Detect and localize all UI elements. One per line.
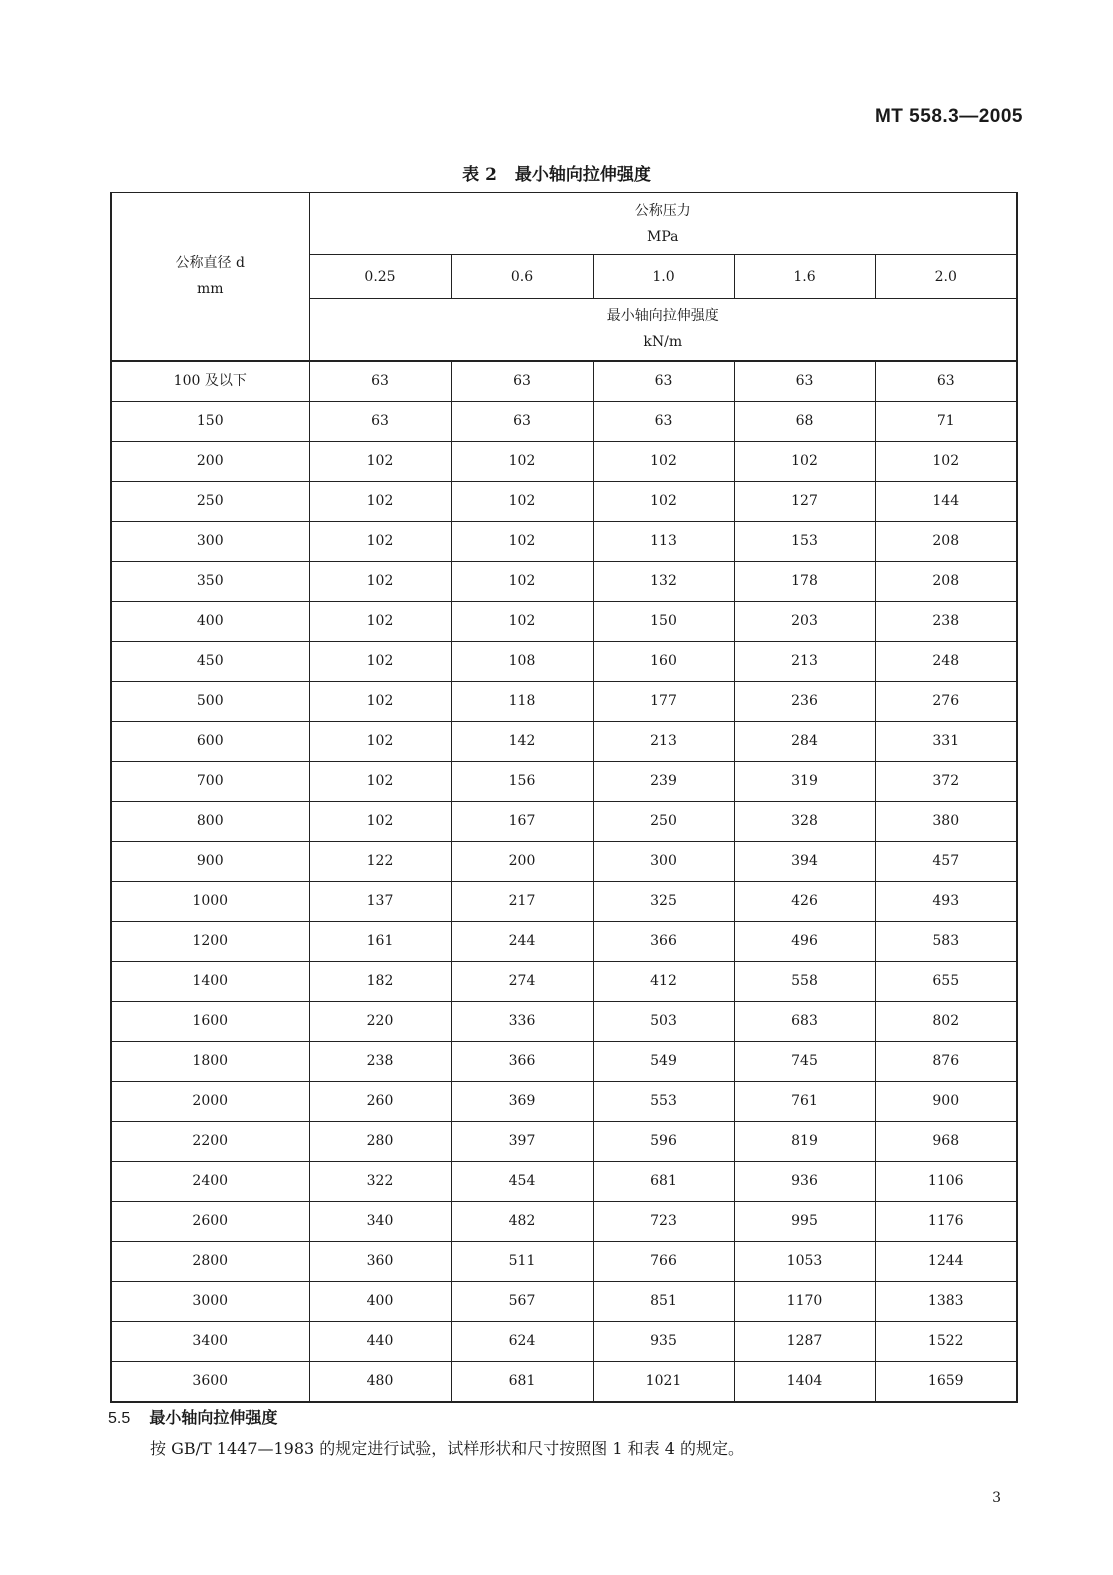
- strength-cell: 208: [875, 561, 1017, 601]
- diameter-cell: 250: [111, 481, 309, 521]
- strength-cell: 248: [875, 641, 1017, 681]
- table-row: [111, 601, 1017, 641]
- pressure-value: 1.6: [734, 255, 875, 299]
- diameter-cell: 2000: [111, 1081, 309, 1121]
- strength-cell: 102: [875, 441, 1017, 481]
- strength-cell: 876: [875, 1041, 1017, 1081]
- table-row: [111, 521, 1017, 561]
- table-row: [111, 721, 1017, 761]
- strength-cell: 372: [875, 761, 1017, 801]
- strength-cell: 182: [309, 961, 451, 1001]
- table-caption: [0, 160, 1113, 185]
- pressure-value: 0.25: [309, 255, 451, 299]
- strength-header-cell: [309, 299, 1017, 361]
- strength-cell: 553: [593, 1081, 734, 1121]
- strength-cell: 340: [309, 1201, 451, 1241]
- strength-cell: 426: [734, 881, 875, 921]
- strength-cell: 63: [734, 361, 875, 402]
- strength-cell: 63: [875, 361, 1017, 402]
- diameter-cell: 1000: [111, 881, 309, 921]
- table-row: [111, 1321, 1017, 1361]
- diameter-cell: 2800: [111, 1241, 309, 1281]
- strength-cell: 250: [593, 801, 734, 841]
- diameter-cell: 1800: [111, 1041, 309, 1081]
- table-row: [111, 1361, 1017, 1402]
- strength-cell: 200: [451, 841, 593, 881]
- pressure-header: 公称压力: [634, 202, 691, 219]
- strength-cell: 238: [309, 1041, 451, 1081]
- section-title: 最小轴向拉伸强度: [149, 1408, 278, 1427]
- page-number: 3: [992, 1490, 1001, 1506]
- strength-cell: 284: [734, 721, 875, 761]
- strength-cell: 457: [875, 841, 1017, 881]
- table-row: [111, 1201, 1017, 1241]
- strength-cell: 596: [593, 1121, 734, 1161]
- strength-cell: 102: [451, 601, 593, 641]
- strength-cell: 161: [309, 921, 451, 961]
- strength-cell: 558: [734, 961, 875, 1001]
- diameter-cell: 2400: [111, 1161, 309, 1201]
- strength-cell: 102: [309, 681, 451, 721]
- table-row: [111, 361, 1017, 402]
- strength-cell: 213: [593, 721, 734, 761]
- strength-cell: 137: [309, 881, 451, 921]
- strength-cell: 380: [875, 801, 1017, 841]
- strength-cell: 203: [734, 601, 875, 641]
- strength-cell: 397: [451, 1121, 593, 1161]
- strength-cell: 276: [875, 681, 1017, 721]
- pressure-header-cell: [309, 193, 1017, 255]
- strength-cell: 102: [451, 441, 593, 481]
- strength-cell: 366: [451, 1041, 593, 1081]
- table-row: [111, 1041, 1017, 1081]
- table-row: [111, 1241, 1017, 1281]
- strength-cell: 142: [451, 721, 593, 761]
- strength-cell: 156: [451, 761, 593, 801]
- strength-cell: 102: [309, 801, 451, 841]
- strength-cell: 624: [451, 1321, 593, 1361]
- pressure-value: 1.0: [593, 255, 734, 299]
- table-row: [111, 921, 1017, 961]
- pressure-value: 0.6: [451, 255, 593, 299]
- strength-cell: 1287: [734, 1321, 875, 1361]
- table-caption-label: 表 2: [462, 165, 497, 185]
- table-row: [111, 681, 1017, 721]
- section-paragraph: 按 GB/T 1447—1983 的规定进行试验，试样形状和尺寸按照图 1 和表 4 的规定。: [150, 1439, 745, 1458]
- diameter-cell: 300: [111, 521, 309, 561]
- pressure-value: 2.0: [875, 255, 1017, 299]
- strength-cell: 144: [875, 481, 1017, 521]
- diameter-cell: 3600: [111, 1361, 309, 1402]
- strength-cell: 503: [593, 1001, 734, 1041]
- table-row: [111, 561, 1017, 601]
- diameter-cell: 500: [111, 681, 309, 721]
- diameter-cell: 2600: [111, 1201, 309, 1241]
- diameter-cell: 800: [111, 801, 309, 841]
- strength-cell: 723: [593, 1201, 734, 1241]
- strength-cell: 328: [734, 801, 875, 841]
- table-row: [111, 1001, 1017, 1041]
- table-row: [111, 1121, 1017, 1161]
- diameter-cell: 3400: [111, 1321, 309, 1361]
- strength-cell: 1176: [875, 1201, 1017, 1241]
- strength-cell: 936: [734, 1161, 875, 1201]
- strength-cell: 511: [451, 1241, 593, 1281]
- strength-cell: 480: [309, 1361, 451, 1402]
- strength-cell: 113: [593, 521, 734, 561]
- strength-cell: 412: [593, 961, 734, 1001]
- table-row: [111, 761, 1017, 801]
- diameter-header-cell: [111, 193, 309, 361]
- strength-cell: 1021: [593, 1361, 734, 1402]
- strength-cell: 102: [309, 521, 451, 561]
- strength-cell: 236: [734, 681, 875, 721]
- strength-cell: 394: [734, 841, 875, 881]
- strength-unit: kN/m: [643, 334, 683, 351]
- strength-cell: 366: [593, 921, 734, 961]
- strength-cell: 102: [309, 481, 451, 521]
- strength-cell: 683: [734, 1001, 875, 1041]
- strength-cell: 239: [593, 761, 734, 801]
- strength-cell: 63: [451, 361, 593, 402]
- strength-cell: 681: [451, 1361, 593, 1402]
- strength-cell: 102: [309, 601, 451, 641]
- strength-cell: 167: [451, 801, 593, 841]
- strength-cell: 217: [451, 881, 593, 921]
- diameter-header: 公称直径 d: [175, 255, 245, 272]
- strength-cell: 118: [451, 681, 593, 721]
- diameter-cell: 3000: [111, 1281, 309, 1321]
- strength-cell: 102: [734, 441, 875, 481]
- diameter-cell: 600: [111, 721, 309, 761]
- strength-cell: 1244: [875, 1241, 1017, 1281]
- strength-cell: 968: [875, 1121, 1017, 1161]
- strength-cell: 122: [309, 841, 451, 881]
- table-row: [111, 961, 1017, 1001]
- strength-cell: 400: [309, 1281, 451, 1321]
- strength-cell: 63: [593, 361, 734, 402]
- strength-cell: 319: [734, 761, 875, 801]
- strength-cell: 851: [593, 1281, 734, 1321]
- strength-cell: 496: [734, 921, 875, 961]
- strength-cell: 1659: [875, 1361, 1017, 1402]
- table-row: [111, 1081, 1017, 1121]
- strength-cell: 1404: [734, 1361, 875, 1402]
- strength-cell: 68: [734, 401, 875, 441]
- strength-cell: 482: [451, 1201, 593, 1241]
- table-row: [111, 441, 1017, 481]
- diameter-cell: 1400: [111, 961, 309, 1001]
- strength-cell: 63: [451, 401, 593, 441]
- pressure-unit: MPa: [647, 228, 679, 245]
- strength-cell: 766: [593, 1241, 734, 1281]
- table-row: [111, 1161, 1017, 1201]
- strength-cell: 300: [593, 841, 734, 881]
- strength-cell: 178: [734, 561, 875, 601]
- strength-cell: 244: [451, 921, 593, 961]
- diameter-cell: 1600: [111, 1001, 309, 1041]
- strength-cell: 108: [451, 641, 593, 681]
- diameter-cell: 350: [111, 561, 309, 601]
- strength-cell: 336: [451, 1001, 593, 1041]
- strength-cell: 63: [593, 401, 734, 441]
- strength-cell: 900: [875, 1081, 1017, 1121]
- strength-cell: 331: [875, 721, 1017, 761]
- diameter-cell: 100 及以下: [111, 361, 309, 402]
- strength-cell: 325: [593, 881, 734, 921]
- strength-cell: 454: [451, 1161, 593, 1201]
- diameter-cell: 900: [111, 841, 309, 881]
- section-heading: [108, 1405, 277, 1428]
- strength-cell: 322: [309, 1161, 451, 1201]
- strength-cell: 63: [309, 361, 451, 402]
- table-row: [111, 481, 1017, 521]
- strength-cell: 819: [734, 1121, 875, 1161]
- strength-cell: 440: [309, 1321, 451, 1361]
- table-caption-title: 最小轴向拉伸强度: [514, 165, 651, 185]
- strength-cell: 280: [309, 1121, 451, 1161]
- strength-cell: 655: [875, 961, 1017, 1001]
- strength-cell: 745: [734, 1041, 875, 1081]
- strength-cell: 260: [309, 1081, 451, 1121]
- strength-cell: 935: [593, 1321, 734, 1361]
- table-row: [111, 401, 1017, 441]
- diameter-cell: 150: [111, 401, 309, 441]
- strength-cell: 567: [451, 1281, 593, 1321]
- diameter-cell: 200: [111, 441, 309, 481]
- standard-number: MT 558.3—2005: [874, 106, 1023, 127]
- strength-cell: 102: [309, 721, 451, 761]
- table-row: [111, 1281, 1017, 1321]
- diameter-cell: 400: [111, 601, 309, 641]
- strength-cell: 995: [734, 1201, 875, 1241]
- tensile-strength-table: [110, 192, 1018, 1403]
- strength-cell: 369: [451, 1081, 593, 1121]
- strength-cell: 102: [451, 561, 593, 601]
- table-row: [111, 881, 1017, 921]
- strength-cell: 127: [734, 481, 875, 521]
- strength-cell: 102: [309, 761, 451, 801]
- diameter-cell: 2200: [111, 1121, 309, 1161]
- strength-cell: 1106: [875, 1161, 1017, 1201]
- strength-cell: 802: [875, 1001, 1017, 1041]
- strength-cell: 153: [734, 521, 875, 561]
- strength-cell: 160: [593, 641, 734, 681]
- strength-cell: 213: [734, 641, 875, 681]
- strength-cell: 1383: [875, 1281, 1017, 1321]
- strength-cell: 360: [309, 1241, 451, 1281]
- strength-cell: 102: [451, 481, 593, 521]
- strength-cell: 1522: [875, 1321, 1017, 1361]
- strength-cell: 549: [593, 1041, 734, 1081]
- strength-cell: 220: [309, 1001, 451, 1041]
- strength-cell: 274: [451, 961, 593, 1001]
- strength-cell: 208: [875, 521, 1017, 561]
- strength-cell: 761: [734, 1081, 875, 1121]
- table-row: [111, 801, 1017, 841]
- strength-cell: 63: [309, 401, 451, 441]
- strength-cell: 102: [309, 441, 451, 481]
- strength-cell: 493: [875, 881, 1017, 921]
- strength-cell: 583: [875, 921, 1017, 961]
- diameter-cell: 450: [111, 641, 309, 681]
- strength-cell: 102: [309, 561, 451, 601]
- strength-cell: 102: [593, 481, 734, 521]
- strength-cell: 1170: [734, 1281, 875, 1321]
- strength-cell: 71: [875, 401, 1017, 441]
- strength-header: 最小轴向拉伸强度: [606, 308, 719, 325]
- strength-cell: 177: [593, 681, 734, 721]
- strength-cell: 681: [593, 1161, 734, 1201]
- diameter-unit: mm: [196, 281, 224, 298]
- table-row: [111, 641, 1017, 681]
- strength-cell: 132: [593, 561, 734, 601]
- strength-cell: 102: [309, 641, 451, 681]
- diameter-cell: 1200: [111, 921, 309, 961]
- strength-cell: 102: [593, 441, 734, 481]
- strength-cell: 1053: [734, 1241, 875, 1281]
- strength-cell: 150: [593, 601, 734, 641]
- diameter-cell: 700: [111, 761, 309, 801]
- table-body: [111, 361, 1017, 1402]
- strength-cell: 238: [875, 601, 1017, 641]
- strength-cell: 102: [451, 521, 593, 561]
- table-row: [111, 841, 1017, 881]
- section-number: 5.5: [108, 1410, 131, 1427]
